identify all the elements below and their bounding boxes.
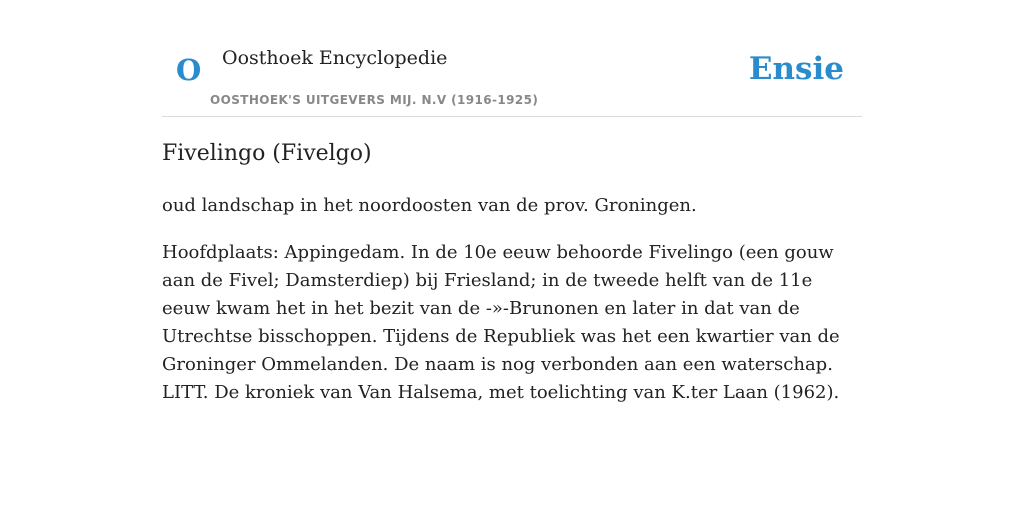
article-definition: oud landschap in het noordoosten van de prov. Groningen. (162, 195, 697, 216)
book-title-link[interactable]: Oosthoek Encyclopedie (222, 47, 448, 69)
article (162, 136, 864, 407)
ensie-logo-link[interactable]: Ensie (748, 51, 844, 87)
article-title: Fivelingo (Fivelgo) (162, 141, 372, 166)
article-body: Hoofdplaats: Appingedam. In de 10e eeuw behoorde Fivelingo (een gouw aan de Fivel; Damsterdiep) bij Friesland; in de tweede helft van de 11e eeuw kwam het in het bezit van de -»-Brunonen en later in dat van de Utrechtse bisschoppen. Tijdens de Republiek was het een kwartier van de Groninger Ommelanden. De naam is nog verbonden aan een waterschap. LITT. De kroniek van Van Halsema, met toelichting van K.ter Laan (1962). (162, 242, 840, 403)
book-publisher: OOSTHOEK'S UITGEVERS MIJ. N.V (1916-1925) (210, 93, 539, 107)
book-header (162, 30, 862, 117)
book-logo[interactable]: O (176, 53, 202, 87)
